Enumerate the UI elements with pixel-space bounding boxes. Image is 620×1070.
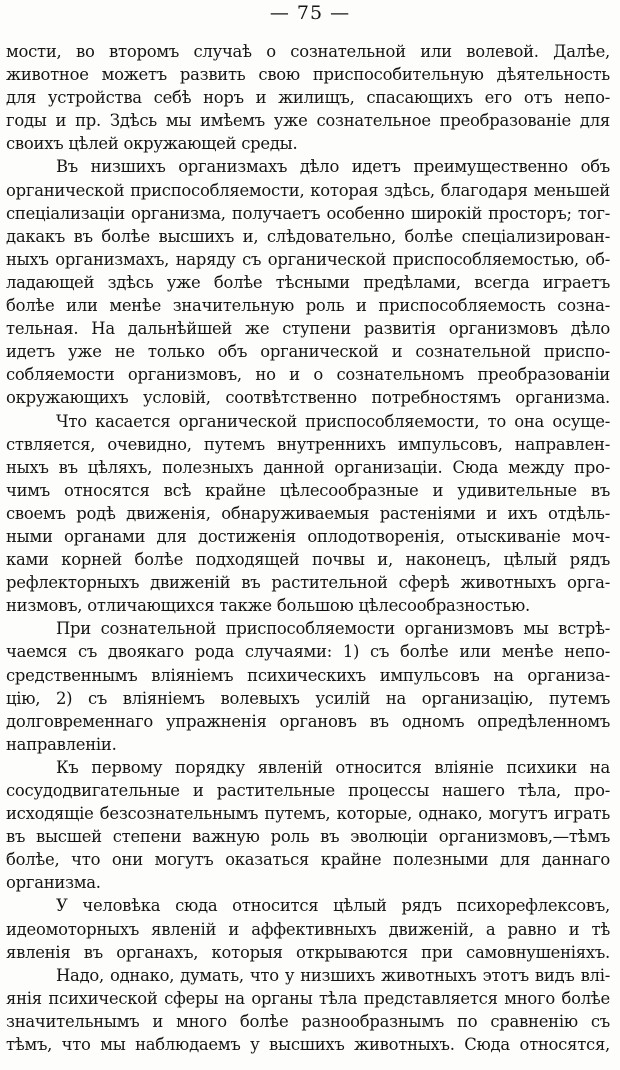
text-line: ными органами для достиженія оплодотворенія, отыскиваніе моч- xyxy=(6,526,610,546)
text-line: животное можетъ развить свою приспособительную дѣятельность xyxy=(6,65,610,85)
text-line: направленіи. xyxy=(6,734,117,754)
text-line: годы и пр. Здѣсь мы имѣемъ уже сознательное преобразованіе для xyxy=(6,111,610,131)
text-line: При сознательной приспособляемости организмовъ мы встрѣ- xyxy=(56,619,610,639)
text-line: сосудодвигательные и растительные процессы нашего тѣла, про- xyxy=(6,781,610,800)
text-line: долговременнаго упражненія органовъ въ одномъ опредѣленномъ xyxy=(6,711,610,731)
text-line: своемъ родѣ движенія, обнаруживаемыя растеніями и ихъ отдѣль- xyxy=(6,503,610,523)
text-line: въ высшей степени важную роль въ эволюціи организмовъ,—тѣмъ xyxy=(6,827,610,847)
text-line: Надо, однако, думать, что у низшихъ животныхъ этотъ видъ влі- xyxy=(56,965,610,985)
text-line: идеомоторныхъ явленій и аффективныхъ движеній, а равно и тѣ xyxy=(6,919,610,939)
text-line: ныхъ организмахъ, наряду съ органической приспособляемостью, об- xyxy=(6,249,610,269)
text-line: мости, во второмъ случаѣ о сознательной или волевой. Далѣе, xyxy=(6,42,610,61)
text-line: спеціализаціи организма, получаетъ особенно широкій просторъ; тог- xyxy=(6,203,610,223)
text-line: исходящіе безсознательнымъ путемъ, которые, однако, могутъ играть xyxy=(6,804,610,824)
text-line: для устройства себѣ норъ и жилищъ, спасающихъ его отъ непо- xyxy=(6,88,610,108)
text-line: ладающей здѣсь уже болѣе тѣсными предѣлами, всегда играетъ xyxy=(6,272,610,292)
text-line: собляемости организмовъ, но и о сознательномъ преобразованіи xyxy=(6,365,610,385)
text-line: низмовъ, отличающихся также большою цѣлесообразностью. xyxy=(6,596,530,616)
text-line: цію, 2) съ вліяніемъ волевыхъ усилій на организацію, путемъ xyxy=(6,688,610,708)
text-line: болѣе, что они могутъ оказаться крайне полезными для даннаго xyxy=(6,850,610,870)
text-line: значительнымъ и много болѣе разнообразнымъ по сравненію съ xyxy=(6,1011,610,1031)
text-line: идетъ уже не только объ органической и сознательной приспо- xyxy=(6,342,610,362)
text-line: болѣе или менѣе значительную роль и приспособляемость созна- xyxy=(6,296,610,316)
text-line: ствляется, очевидно, путемъ внутреннихъ импульсовъ, направлен- xyxy=(6,434,610,454)
text-line: У человѣка сюда относится цѣлый рядъ психорефлексовъ, xyxy=(56,896,610,916)
text-line: ками корней болѣе подходящей почвы и, наконецъ, цѣлый рядъ xyxy=(6,550,610,570)
text-line: тельная. На дальнѣйшей же ступени развитія организмовъ дѣло xyxy=(6,319,610,339)
text-line: чаемся съ двоякаго рода случаями: 1) съ болѣе или менѣе непо- xyxy=(6,642,610,662)
text-line: Въ низшихъ организмахъ дѣло идетъ преимущественно объ xyxy=(56,157,610,177)
text-line: явленія въ органахъ, которыя открываются при самовнушеніяхъ. xyxy=(6,942,610,962)
page-number: — 75 — xyxy=(269,2,351,24)
text-line: Что касается органической приспособляемости, то она осуще- xyxy=(56,411,610,431)
text-line: янія психической сферы на органы тѣла представляется много болѣе xyxy=(6,988,610,1008)
text-line: дакакъ въ болѣе высшихъ и, слѣдовательно, болѣе спеціализирован- xyxy=(6,226,610,246)
text-line: чимъ относятся всѣ крайне цѣлесообразные и удивительные въ xyxy=(6,480,610,500)
text-line: органической приспособляемости, которая здѣсь, благодаря меньшей xyxy=(6,180,610,200)
text-line: Къ первому порядку явленій относится вліяніе психики на xyxy=(56,757,610,777)
text-line: рефлекторныхъ движеній въ растительной сферѣ животныхъ орга- xyxy=(6,573,610,593)
text-line: средственнымъ вліяніемъ психическихъ импульсовъ на организа- xyxy=(6,665,610,685)
text-line: организма. xyxy=(6,873,101,893)
text-line: окружающихъ условій, соотвѣтственно потребностямъ организма. xyxy=(6,388,610,408)
body-text xyxy=(6,40,610,1056)
text-line: своихъ цѣлей окружающей среды. xyxy=(6,134,298,154)
text-line: ныхъ въ цѣляхъ, полезныхъ данной организаціи. Сюда между про- xyxy=(6,457,610,477)
text-line: тѣмъ, что мы наблюдаемъ у высшихъ животныхъ. Сюда относятся, xyxy=(6,1035,610,1055)
